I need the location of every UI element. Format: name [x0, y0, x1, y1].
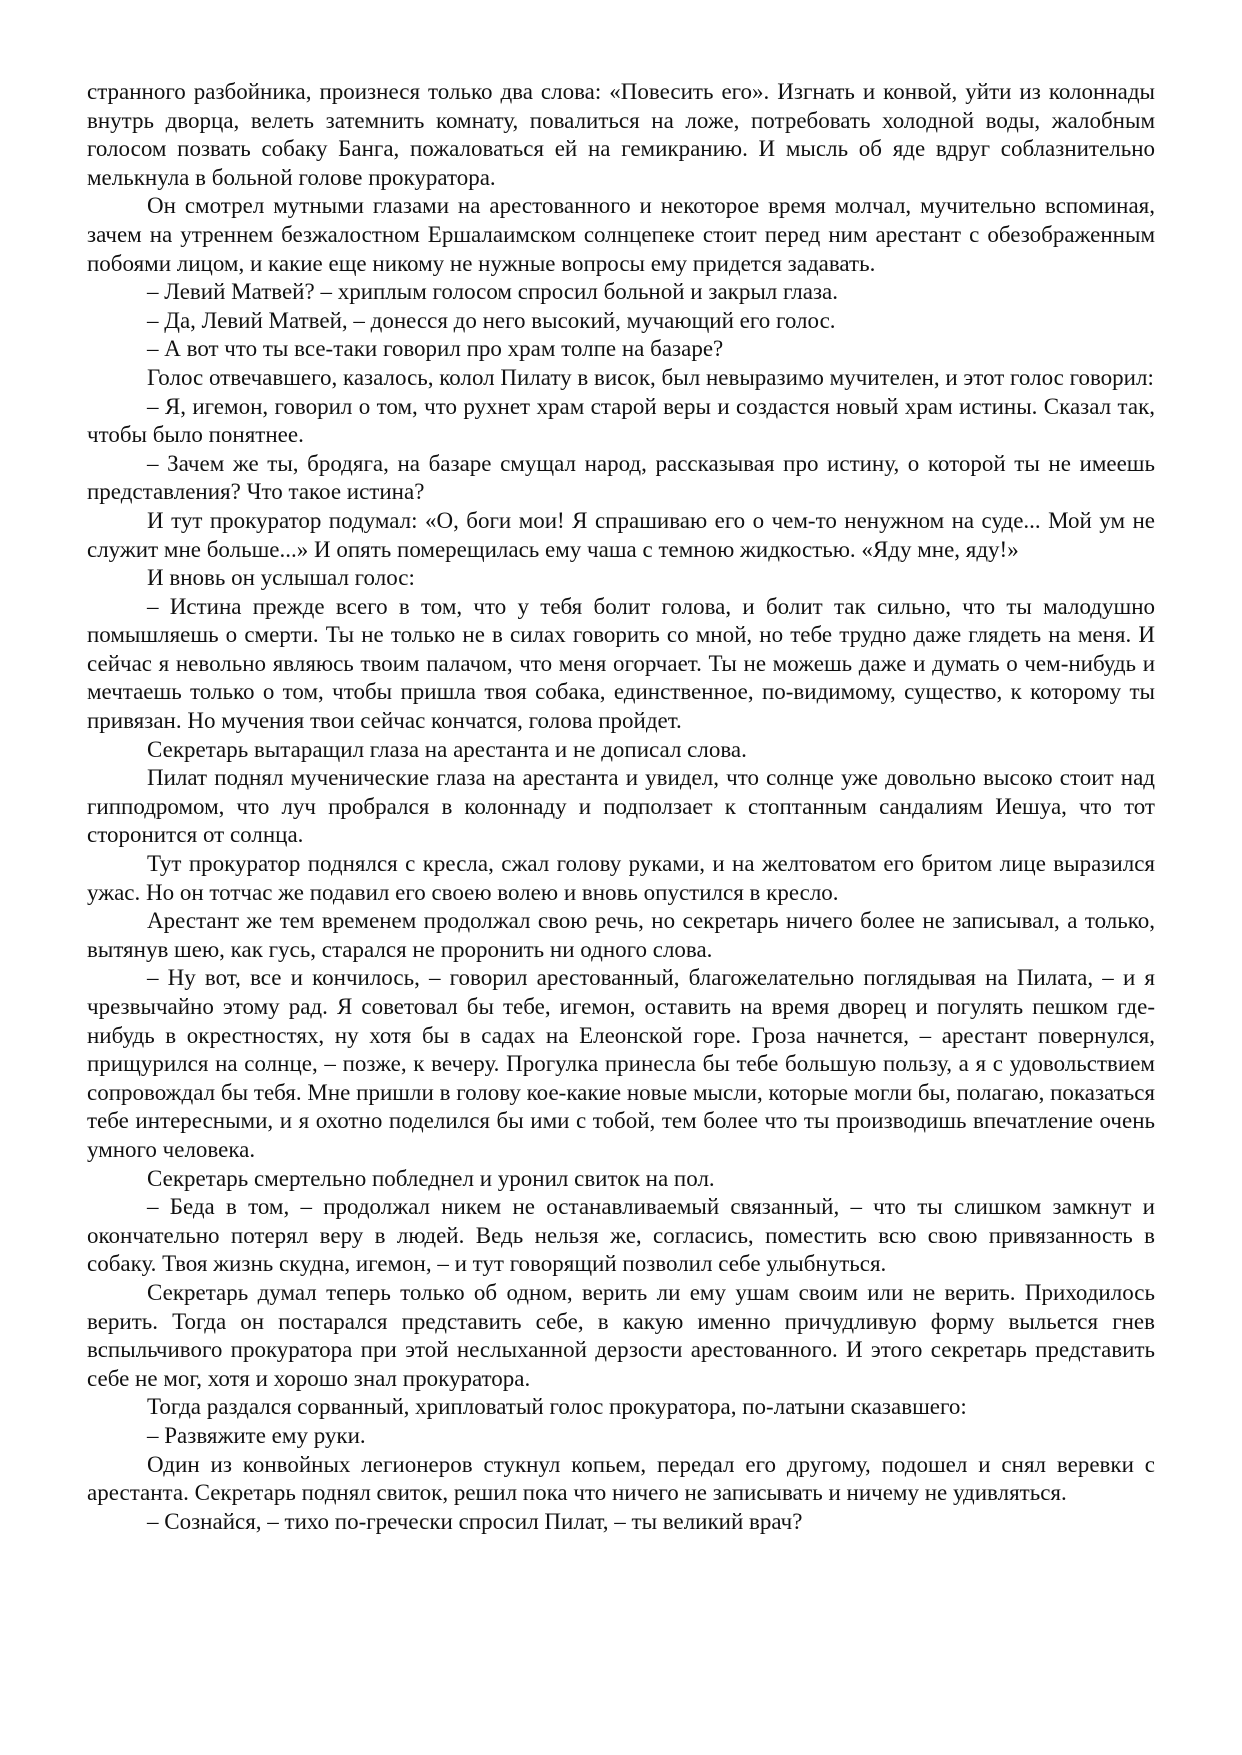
paragraph-18: – Беда в том, – продолжал никем не останавливаемый связанный, – что ты слишком замкнут и окончательно потерял веру в людей. Ведь нельзя же, согласись, поместить всю свою привязанность в собаку. Твоя жизнь скудна, игемон, – и тут говорящий позволил себе улыбнуться. — [87, 1194, 1155, 1277]
paragraph-10: И вновь он услышал голос: — [147, 565, 415, 591]
paragraph-23: – Сознайся, – тихо по-гречески спросил Пилат, – ты великий врач? — [147, 1508, 803, 1534]
paragraph-14: Тут прокуратор поднялся с кресла, сжал голову руками, и на желтоватом его бритом лице выразился ужас. Но он тотчас же подавил его своею волею и вновь опустился в кресло. — [87, 851, 1155, 905]
paragraph-13: Пилат поднял мученические глаза на арестанта и увидел, что солнце уже довольно высоко стоит над гипподромом, что луч пробрался в колоннаду и подползает к стоптанным сандалиям Иешуа, что тот сторонится от солнца. — [87, 765, 1155, 848]
paragraph-1: странного разбойника, произнеся только два слова: «Повесить его». Изгнать и конвой, уйти из колоннады внутрь дворца, велеть затемнить комнату, повалиться на ложе, потребовать холодной воды, жалобным голосом позвать собаку Банга, пожаловаться ей на гемикранию. И мысль об яде вдруг соблазнительно мелькнула в больной голове прокуратора. — [87, 79, 1155, 190]
document-page — [87, 78, 1155, 1536]
paragraph-5: – А вот что ты все-таки говорил про храм толпе на базаре? — [147, 336, 724, 362]
paragraph-12: Секретарь вытаращил глаза на арестанта и не дописал слова. — [147, 736, 747, 762]
paragraph-6: Голос отвечавшего, казалось, колол Пилату в висок, был невыразимо мучителен, и этот голос говорил: — [147, 364, 1154, 390]
paragraph-3: – Левий Матвей? – хриплым голосом спросил больной и закрыл глаза. — [147, 279, 838, 305]
paragraph-15: Арестант же тем временем продолжал свою речь, но секретарь ничего более не записывал, а только, вытянув шею, как гусь, старался не проронить ни одного слова. — [87, 908, 1155, 962]
paragraph-16: – Ну вот, все и кончилось, – говорил арестованный, благожелательно поглядывая на Пилата, – и я чрезвычайно этому рад. Я советовал бы тебе, игемон, оставить на время дворец и погулять пешком где-нибудь в окрестностях, ну хотя бы в садах на Елеонской горе. Гроза начнется, – арестант повернулся, прищурился на солнце, – позже, к вечеру. Прогулка принесла бы тебе большую пользу, а я с удовольствием сопровождал бы тебя. Мне пришли в голову кое-какие новые мысли, которые могли бы, полагаю, показаться тебе интересными, и я охотно поделился бы ими с тобой, тем более что ты производишь впечатление очень умного человека. — [87, 965, 1155, 1162]
paragraph-2: Он смотрел мутными глазами на арестованного и некоторое время молчал, мучительно вспоминая, зачем на утреннем безжалостном Ершалаимском солнцепеке стоит перед ним арестант с обезображенным побоями лицом, и какие еще никому не нужные вопросы ему придется задавать. — [87, 193, 1155, 276]
paragraph-20: Тогда раздался сорванный, хрипловатый голос прокуратора, по-латыни сказавшего: — [147, 1394, 967, 1420]
paragraph-7: – Я, игемон, говорил о том, что рухнет храм старой веры и создастся новый храм истины. Сказал так, чтобы было понятнее. — [87, 393, 1155, 448]
paragraph-4: – Да, Левий Матвей, – донесся до него высокий, мучающий его голос. — [147, 307, 836, 333]
paragraph-21: – Развяжите ему руки. — [147, 1422, 366, 1448]
paragraph-9: И тут прокуратор подумал: «О, боги мои! Я спрашиваю его о чем-то ненужном на суде... Мой ум не служит мне больше...» И опять померещилась ему чаша с темною жидкостью. «Яду мне, яду!» — [87, 507, 1155, 562]
paragraph-11: – Истина прежде всего в том, что у тебя болит голова, и болит так сильно, что ты малодушно помышляешь о смерти. Ты не только не в силах говорить со мной, но тебе трудно даже глядеть на меня. И сейчас я невольно являюсь твоим палачом, что меня огорчает. Ты не можешь даже и думать о чем-нибудь и мечтаешь только о том, чтобы пришла твоя собака, единственное, по-видимому, существо, к которому ты привязан. Но мучения твои сейчас кончатся, голова пройдет. — [87, 593, 1155, 734]
paragraph-22: Один из конвойных легионеров стукнул копьем, передал его другому, подошел и снял веревки с арестанта. Секретарь поднял свиток, решил пока что ничего не записывать и ничему не удивляться. — [87, 1451, 1155, 1506]
paragraph-19: Секретарь думал теперь только об одном, верить ли ему ушам своим или не верить. Приходилось верить. Тогда он постарался представить себе, в какую именно причудливую форму выльется гнев вспыльчивого прокуратора при этой неслыханной дерзости арестованного. И этого секретарь представить себе не мог, хотя и хорошо знал прокуратора. — [87, 1279, 1155, 1391]
paragraph-17: Секретарь смертельно побледнел и уронил свиток на пол. — [147, 1165, 715, 1191]
paragraph-8: – Зачем же ты, бродяга, на базаре смущал народ, рассказывая про истину, о которой ты не имеешь представления? Что такое истина? — [87, 450, 1155, 505]
